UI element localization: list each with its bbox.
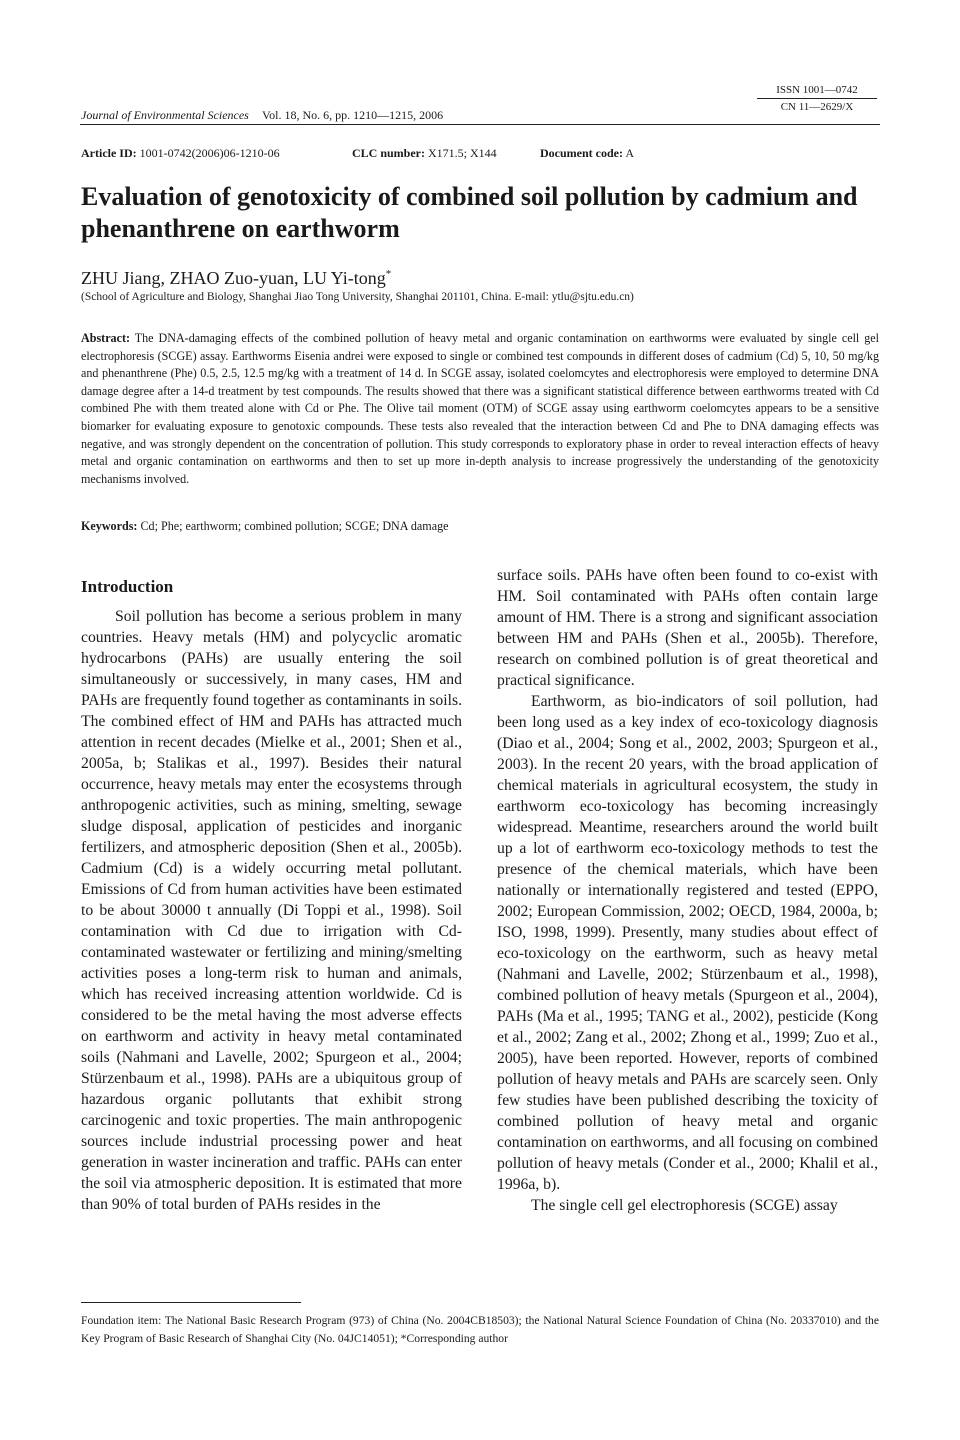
body-paragraph: Earthworm, as bio-indicators of soil pollution, had been long used as a key index of eco-toxicology diagnosis (Diao et al., 2004; Song et al., 2002, 2003; Spurgeon et al., 2003). In the recent 20 years, with the broad application of chemical materials in agricultural ecosystem, the study in earthworm eco-toxicology has becoming increasingly widespread. Meantime, researchers around the world built up a lot of earthworm eco-toxicology methods to test the presence of the chemical materials, which have been nationally or internationally registered and tested (EPPO, 2002; European Commission, 2002; OECD, 1984, 2000a, b; ISO, 1998, 1999). Presently, many studies about effect of eco-toxicology on the earthworm, such as heavy metal (Nahmani and Lavelle, 2002; Stürzenbaum et al., 1998), combined pollution of heavy metals (Spurgeon et al., 2004), PAHs (Ma et al., 1995; TANG et al., 2002), pesticide (Kong et al., 2002; Zang et al., 2002; Zhong et al., 1999; Zuo et al., 2005), have been reported. However, reports of combined pollution of heavy metals and PAHs are scarcely seen. Only few studies have been published describing the toxicity of combined pollution of heavy metal and organic contamination on earthworms, and all focusing on combined pollution of heavy metals (Conder et al., 2000; Khalil et al., 1996a, b). [497, 693, 878, 1193]
clc-value: X171.5; X144 [428, 146, 497, 160]
right-column [497, 565, 878, 1216]
author-names: ZHU Jiang, ZHAO Zuo-yuan, LU Yi-tong [81, 268, 386, 288]
document-code [540, 146, 634, 161]
doc-code-label: Document code: [540, 146, 623, 160]
corresponding-mark: * [385, 268, 392, 280]
cn-number: CN 11—2629/X [780, 101, 854, 113]
issn-block [757, 84, 877, 113]
journal-name: Journal of Environmental Sciences [81, 108, 249, 122]
keywords-label: Keywords: [81, 519, 138, 533]
clc-label: CLC number: [352, 146, 426, 160]
affiliation: (School of Agriculture and Biology, Shanghai Jiao Tong University, Shanghai 201101, China. E-mail: ytlu@sjtu.edu.cn) [81, 291, 634, 303]
footnote: Foundation item: The National Basic Research Program (973) of China (No. 2004CB18503); the National Natural Science Foundation of China (No. 20337010) and the Key Program of Basic Research of Shanghai City (No. 04JC14051); *Corresponding author [81, 1314, 879, 1345]
keywords-text: Cd; Phe; earthworm; combined pollution; SCGE; DNA damage [140, 519, 449, 533]
issn: ISSN 1001—0742 [776, 84, 858, 96]
issn-divider [757, 98, 877, 99]
authors [81, 268, 391, 289]
abstract [81, 330, 879, 488]
article-id-value: 1001-0742(2006)06-1210-06 [139, 146, 280, 160]
abstract-text: The DNA-damaging effects of the combined pollution of heavy metal and organic contamination on earthworms were evaluated by single cell gel electrophoresis (SCGE) assay. Earthworms Eisenia andrei were exposed to single or combined test compounds in different doses of cadmium (Cd) 5, 10, 50 mg/kg and phenanthrene (Phe) 0.5, 2.5, 12.5 mg/kg with a treatment of 14 d. In SCGE assay, isolated coelomcytes and electrophoresis were employed to determine DNA damage degree after a 14-d treatment by test compounds. The results showed that there was a significant statistical difference between earthworms treated with Cd combined Phe with them treated alone with Cd or Phe. The Olive tail moment (OTM) of SCGE assay using earthworm coelomcytes appears to be a sensitive biomarker for evaluating exposure to genotoxic compounds. These tests also revealed that the interaction between Cd and Phe to DNA damaging effects was negative, and was strongly dependent on the concentration of pollution. This study corresponds to exploratory phase in order to reveal interaction effects of heavy metal and organic contamination on earthworms and then to set up more in-depth analysis to increase progressively the understanding of the genotoxicity mechanisms involved. [81, 331, 879, 486]
article-id [81, 146, 280, 161]
header-rule [80, 124, 880, 125]
paper-title: Evaluation of genotoxicity of combined soil pollution by cadmium and phenanthrene on earthworm [81, 182, 858, 243]
article-id-label: Article ID: [81, 146, 137, 160]
clc-number [352, 146, 497, 161]
doc-code-value: A [625, 146, 634, 160]
volume-info: Vol. 18, No. 6, pp. 1210—1215, 2006 [262, 108, 444, 122]
left-column [81, 565, 462, 1215]
section-heading-introduction: Introduction [81, 577, 174, 596]
body-paragraph: The single cell gel electrophoresis (SCGE) assay [531, 1197, 838, 1214]
footnote-rule [81, 1302, 301, 1303]
body-paragraph: Soil pollution has become a serious problem in many countries. Heavy metals (HM) and polycyclic aromatic hydrocarbons (PAHs) are usually entering the soil simultaneously or successively, in many cases, HM and PAHs are frequently found together as contaminants in soils. The combined effect of HM and PAHs has attracted much attention in recent decades (Mielke et al., 2001; Shen et al., 2005a, b; Stalikas et al., 1997). Besides their natural occurrence, heavy metals may enter the ecosystems through anthropogenic activities, such as mining, smelting, sewage sludge disposal, application of pesticides and inorganic fertilizers, and atmospheric deposition (Shen et al., 2005b). Cadmium (Cd) is a widely occurring metal pollutant. Emissions of Cd from human activities have been estimated to be about 30000 t annually (Di Toppi et al., 1998). Soil contamination with Cd due to irrigation with Cd-contaminated wastewater or fertilizing and mining/smelting activities poses a long-term risk to human and animals, which has received increasing attention worldwide. Cd is considered to be the metal having the most adverse effects on earthworm and activity in heavy metal contaminated soils (Nahmani and Lavelle, 2002; Spurgeon et al., 2004; Stürzenbaum et al., 1998). PAHs are a ubiquitous group of hazardous organic pollutants that exhibit strong carcinogenic and toxic properties. The main anthropogenic sources include industrial processing power and heat generation in waster incineration and traffic. PAHs can enter the soil via atmospheric deposition. It is estimated that more than 90% of total burden of PAHs resides in the [81, 608, 462, 1213]
keywords [81, 519, 449, 534]
abstract-label: Abstract: [81, 331, 131, 345]
body-paragraph: surface soils. PAHs have often been found to co-exist with HM. Soil contaminated with PAHs often contain large amount of HM. There is a strong and significant association between HM and PAHs (Shen et al., 2005b). Therefore, research on combined pollution is of great theoretical and practical significance. [497, 567, 878, 689]
